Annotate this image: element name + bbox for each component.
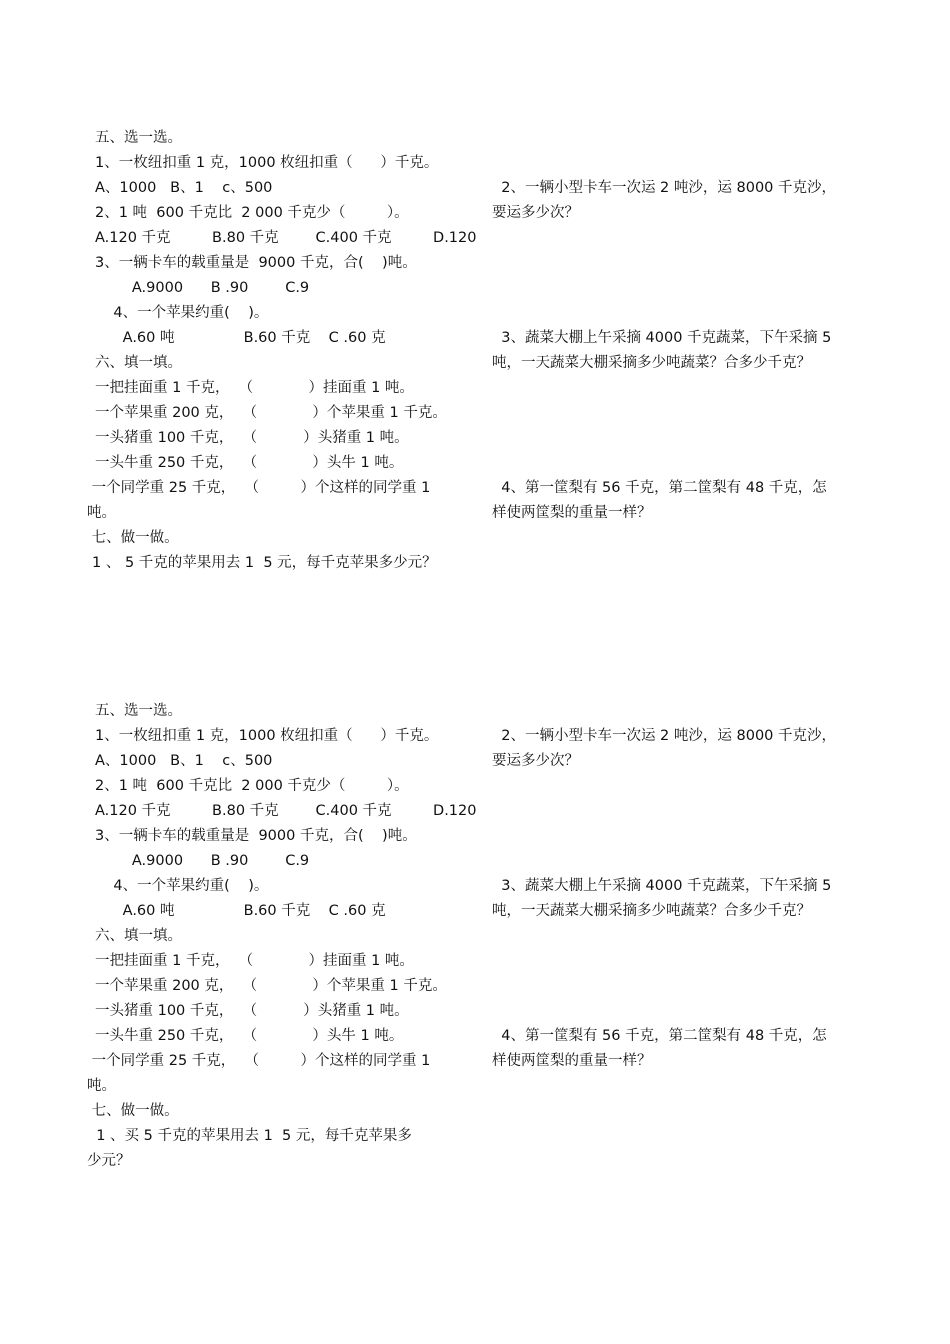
- word-problem-continued: 吨，一天蔬菜大棚采摘多少吨蔬菜？合多少千克？: [492, 903, 811, 919]
- section-heading-solve: 七、做一做。: [87, 1103, 179, 1119]
- word-problem: 2、一辆小型卡车一次运 2 吨沙，运 8000 千克沙，: [492, 728, 837, 744]
- fill-blank-item-continued: 吨。: [87, 1078, 116, 1094]
- answer-options: A.120 千克 B.80 千克 C.400 千克 D.120: [95, 230, 477, 246]
- fill-blank-item: 一个同学重 25 千克， （ ）个这样的同学重 1: [87, 1053, 431, 1069]
- fill-blank-item: 一把挂面重 1 千克， （ ）挂面重 1 吨。: [95, 380, 414, 396]
- answer-options: A.9000 B .90 C.9: [95, 280, 310, 296]
- section-heading-choose: 五、选一选。: [95, 703, 182, 719]
- answer-options: A.60 吨 B.60 千克 C .60 克: [95, 330, 386, 346]
- section-heading-fill: 六、填一填。: [95, 928, 182, 944]
- word-problem: 2、一辆小型卡车一次运 2 吨沙，运 8000 千克沙，: [492, 180, 837, 196]
- worksheet-right-column-2: [480, 0, 940, 1344]
- word-problem: 1 、 5 千克的苹果用去 1 5 元，每千克苹果多少元？: [92, 555, 437, 571]
- question-text: 4、一个苹果约重( )。: [95, 878, 269, 894]
- section-heading-choose: 五、选一选。: [95, 130, 182, 146]
- word-problem-continued: 样使两筐梨的重量一样？: [492, 505, 652, 521]
- word-problem: 1 、买 5 千克的苹果用去 1 5 元，每千克苹果多: [87, 1128, 412, 1144]
- section-heading-solve: 七、做一做。: [87, 530, 179, 546]
- word-problem: 3、蔬菜大棚上午采摘 4000 千克蔬菜，下午采摘 5: [492, 330, 832, 346]
- word-problem: 4、第一筐梨有 56 千克，第二筐梨有 48 千克，怎: [492, 480, 827, 496]
- word-problem: 3、蔬菜大棚上午采摘 4000 千克蔬菜，下午采摘 5: [492, 878, 832, 894]
- question-text: 3、一辆卡车的载重量是 9000 千克，合( )吨。: [95, 255, 417, 271]
- question-text: 2、1 吨 600 千克比 2 000 千克少（ ）。: [95, 205, 409, 221]
- fill-blank-item: 一头牛重 250 千克， （ ）头牛 1 吨。: [95, 455, 404, 471]
- fill-blank-item: 一头猪重 100 千克， （ ）头猪重 1 吨。: [95, 430, 409, 446]
- question-text: 2、1 吨 600 千克比 2 000 千克少（ ）。: [95, 778, 409, 794]
- answer-options: A.9000 B .90 C.9: [95, 853, 310, 869]
- fill-blank-item: 一个苹果重 200 克， （ ）个苹果重 1 千克。: [95, 405, 447, 421]
- section-heading-fill: 六、填一填。: [95, 355, 182, 371]
- word-problem-continued: 要运多少次？: [492, 205, 579, 221]
- fill-blank-item: 一个同学重 25 千克， （ ）个这样的同学重 1: [87, 480, 431, 496]
- fill-blank-item: 一个苹果重 200 克， （ ）个苹果重 1 千克。: [95, 978, 447, 994]
- word-problem-continued: 样使两筐梨的重量一样？: [492, 1053, 652, 1069]
- question-text: 4、一个苹果约重( )。: [95, 305, 269, 321]
- word-problem-continued: 吨，一天蔬菜大棚采摘多少吨蔬菜？合多少千克？: [492, 355, 811, 371]
- fill-blank-item-continued: 吨。: [87, 505, 116, 521]
- question-text: 1、一枚纽扣重 1 克，1000 枚纽扣重（ ）千克。: [95, 155, 439, 171]
- fill-blank-item: 一头猪重 100 千克， （ ）头猪重 1 吨。: [95, 1003, 409, 1019]
- word-problem-continued: 少元？: [87, 1153, 131, 1169]
- answer-options: A、1000 B、1 c、500: [95, 753, 273, 769]
- answer-options: A、1000 B、1 c、500: [95, 180, 273, 196]
- question-text: 1、一枚纽扣重 1 克，1000 枚纽扣重（ ）千克。: [95, 728, 439, 744]
- answer-options: A.60 吨 B.60 千克 C .60 克: [95, 903, 386, 919]
- question-text: 3、一辆卡车的载重量是 9000 千克，合( )吨。: [95, 828, 417, 844]
- fill-blank-item: 一把挂面重 1 千克， （ ）挂面重 1 吨。: [95, 953, 414, 969]
- word-problem-continued: 要运多少次？: [492, 753, 579, 769]
- fill-blank-item: 一头牛重 250 千克， （ ）头牛 1 吨。: [95, 1028, 404, 1044]
- word-problem: 4、第一筐梨有 56 千克，第二筐梨有 48 千克，怎: [492, 1028, 827, 1044]
- answer-options: A.120 千克 B.80 千克 C.400 千克 D.120: [95, 803, 477, 819]
